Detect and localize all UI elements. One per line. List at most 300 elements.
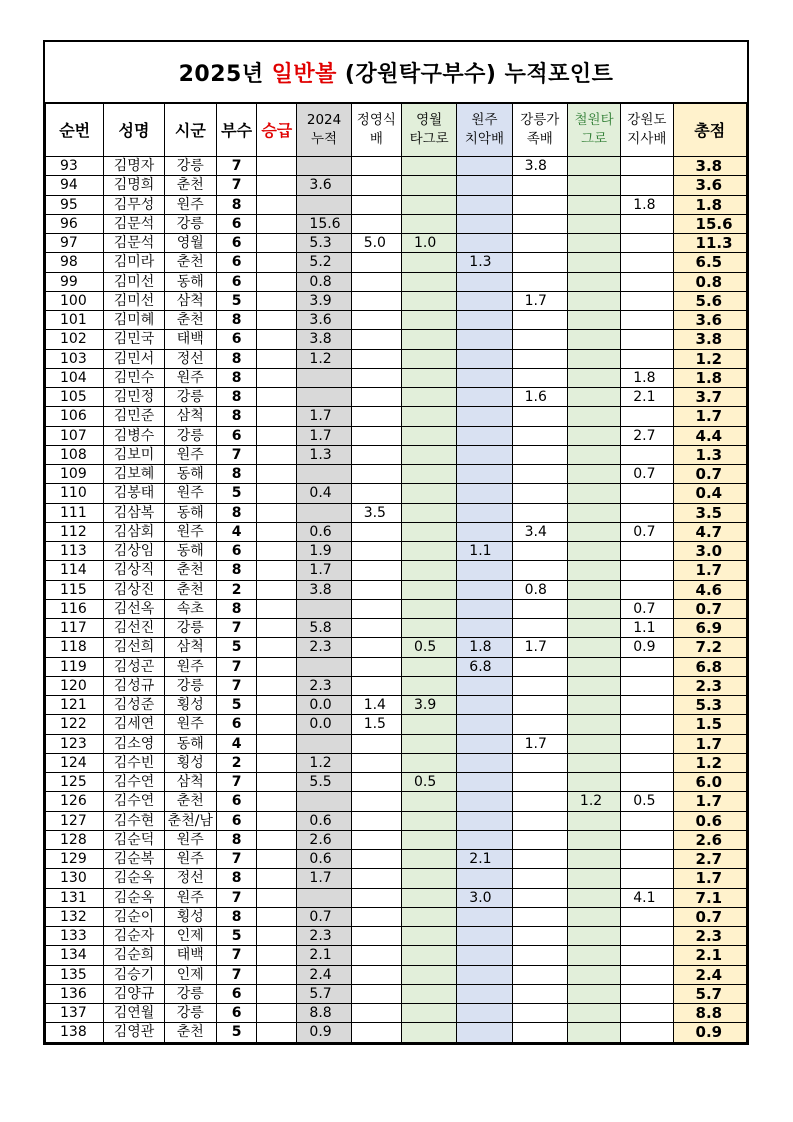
- cell-city: 원주: [164, 888, 216, 907]
- cell-up: [257, 522, 297, 541]
- cell-div: 7: [216, 850, 256, 869]
- cell-city: 태백: [164, 330, 216, 349]
- cell-up: [257, 888, 297, 907]
- cell-yw: [401, 195, 456, 214]
- cell-wj: [457, 965, 512, 984]
- cell-gn: [512, 368, 567, 387]
- cell-gn: [512, 792, 567, 811]
- cell-p24: 5.7: [297, 984, 351, 1003]
- cell-gn: [512, 503, 567, 522]
- cell-p24: 0.9: [297, 1023, 351, 1042]
- cell-p24: 5.3: [297, 234, 351, 253]
- cell-cw: [567, 965, 620, 984]
- cell-div: 8: [216, 311, 256, 330]
- cell-up: [257, 426, 297, 445]
- cell-cw: [567, 657, 620, 676]
- cell-div: 7: [216, 657, 256, 676]
- cell-cw: [567, 157, 620, 176]
- cell-yw: 0.5: [401, 773, 456, 792]
- cell-gd: [621, 542, 673, 561]
- cell-jy: [351, 445, 401, 464]
- cell-wj: [457, 1004, 512, 1023]
- cell-wj: [457, 946, 512, 965]
- cell-cw: [567, 311, 620, 330]
- cell-city: 정선: [164, 869, 216, 888]
- cell-yw: 3.9: [401, 696, 456, 715]
- cell-yw: [401, 349, 456, 368]
- cell-tot: 7.2: [673, 638, 746, 657]
- cell-wj: [457, 984, 512, 1003]
- cell-up: [257, 368, 297, 387]
- cell-jy: [351, 888, 401, 907]
- cell-cw: [567, 619, 620, 638]
- cell-p24: 3.6: [297, 311, 351, 330]
- cell-wj: 1.1: [457, 542, 512, 561]
- cell-gd: 4.1: [621, 888, 673, 907]
- cell-wj: [457, 907, 512, 926]
- cell-no: 106: [46, 407, 104, 426]
- cell-tot: 3.5: [673, 503, 746, 522]
- cell-gn: [512, 176, 567, 195]
- cell-jy: [351, 407, 401, 426]
- cell-cw: [567, 542, 620, 561]
- cell-p24: [297, 503, 351, 522]
- cell-no: 122: [46, 715, 104, 734]
- cell-jy: [351, 753, 401, 772]
- cell-wj: [457, 734, 512, 753]
- cell-city: 춘천: [164, 311, 216, 330]
- cell-yw: [401, 830, 456, 849]
- cell-jy: [351, 214, 401, 233]
- cell-yw: [401, 253, 456, 272]
- table-row: [46, 272, 747, 291]
- cell-wj: [457, 214, 512, 233]
- table-row: [46, 599, 747, 618]
- cell-up: [257, 1023, 297, 1042]
- cell-yw: [401, 561, 456, 580]
- cell-jy: [351, 734, 401, 753]
- cell-jy: [351, 330, 401, 349]
- cell-p24: [297, 888, 351, 907]
- table-row: [46, 792, 747, 811]
- cell-yw: [401, 542, 456, 561]
- cell-city: 춘천: [164, 580, 216, 599]
- cell-cw: [567, 368, 620, 387]
- table-row: [46, 195, 747, 214]
- table-row: [46, 311, 747, 330]
- table-body: [46, 157, 747, 1043]
- cell-gn: [512, 773, 567, 792]
- cell-wj: [457, 811, 512, 830]
- cell-gd: [621, 907, 673, 926]
- cell-up: [257, 734, 297, 753]
- cell-cw: [567, 773, 620, 792]
- cell-city: 원주: [164, 445, 216, 464]
- cell-yw: [401, 792, 456, 811]
- cell-gn: [512, 465, 567, 484]
- cell-tot: 2.3: [673, 927, 746, 946]
- cell-city: 속초: [164, 599, 216, 618]
- cell-no: 97: [46, 234, 104, 253]
- cell-tot: 3.6: [673, 311, 746, 330]
- cell-p24: 0.6: [297, 811, 351, 830]
- cell-wj: [457, 619, 512, 638]
- cell-up: [257, 946, 297, 965]
- cell-wj: [457, 753, 512, 772]
- cell-tot: 4.7: [673, 522, 746, 541]
- cell-tot: 3.7: [673, 388, 746, 407]
- cell-name: 김민수: [104, 368, 164, 387]
- cell-city: 삼척: [164, 773, 216, 792]
- table-row: [46, 465, 747, 484]
- table-row: [46, 811, 747, 830]
- cell-yw: [401, 426, 456, 445]
- cell-tot: 15.6: [673, 214, 746, 233]
- cell-cw: [567, 599, 620, 618]
- cell-p24: [297, 734, 351, 753]
- table-row: [46, 869, 747, 888]
- table-row: [46, 696, 747, 715]
- cell-wj: [457, 773, 512, 792]
- cell-wj: [457, 176, 512, 195]
- cell-name: 김연월: [104, 1004, 164, 1023]
- cell-wj: [457, 715, 512, 734]
- cell-no: 131: [46, 888, 104, 907]
- header-division: 부수: [216, 104, 256, 157]
- cell-gn: [512, 888, 567, 907]
- cell-wj: [457, 465, 512, 484]
- cell-div: 6: [216, 330, 256, 349]
- cell-p24: 8.8: [297, 1004, 351, 1023]
- cell-p24: 1.2: [297, 349, 351, 368]
- cell-div: 6: [216, 234, 256, 253]
- cell-p24: [297, 792, 351, 811]
- table-row: [46, 1023, 747, 1042]
- cell-yw: [401, 734, 456, 753]
- cell-gn: [512, 830, 567, 849]
- cell-city: 횡성: [164, 696, 216, 715]
- cell-gn: [512, 965, 567, 984]
- cell-gd: [621, 927, 673, 946]
- cell-no: 103: [46, 349, 104, 368]
- cell-no: 105: [46, 388, 104, 407]
- cell-tot: 0.7: [673, 599, 746, 618]
- cell-tot: 2.6: [673, 830, 746, 849]
- cell-up: [257, 850, 297, 869]
- cell-name: 김보미: [104, 445, 164, 464]
- cell-jy: [351, 676, 401, 695]
- cell-gn: [512, 349, 567, 368]
- cell-city: 동해: [164, 503, 216, 522]
- cell-name: 김수현: [104, 811, 164, 830]
- header-jeongyeong: 정영식 배: [351, 104, 401, 157]
- cell-gn: [512, 946, 567, 965]
- cell-name: 김성준: [104, 696, 164, 715]
- table-row: [46, 484, 747, 503]
- cell-gd: [621, 176, 673, 195]
- table-row: [46, 907, 747, 926]
- cell-name: 김양규: [104, 984, 164, 1003]
- cell-cw: [567, 984, 620, 1003]
- cell-gn: [512, 542, 567, 561]
- cell-div: 7: [216, 157, 256, 176]
- cell-cw: [567, 734, 620, 753]
- cell-div: 5: [216, 638, 256, 657]
- table-row: [46, 927, 747, 946]
- cell-p24: 2.3: [297, 927, 351, 946]
- cell-gn: [512, 407, 567, 426]
- cell-up: [257, 176, 297, 195]
- title-suffix: (강원탁구부수) 누적포인트: [344, 61, 614, 87]
- table-row: [46, 522, 747, 541]
- cell-gn: 1.6: [512, 388, 567, 407]
- cell-gn: [512, 676, 567, 695]
- cell-wj: [457, 484, 512, 503]
- points-sheet: [43, 40, 749, 1045]
- cell-cw: [567, 195, 620, 214]
- cell-div: 6: [216, 984, 256, 1003]
- cell-no: 109: [46, 465, 104, 484]
- cell-gd: [621, 657, 673, 676]
- cell-gd: [621, 580, 673, 599]
- cell-gn: [512, 984, 567, 1003]
- table-row: [46, 984, 747, 1003]
- cell-jy: [351, 599, 401, 618]
- cell-no: 117: [46, 619, 104, 638]
- cell-city: 강릉: [164, 388, 216, 407]
- cell-jy: [351, 195, 401, 214]
- cell-p24: 1.3: [297, 445, 351, 464]
- cell-cw: [567, 1023, 620, 1042]
- cell-div: 7: [216, 176, 256, 195]
- cell-p24: 0.6: [297, 522, 351, 541]
- cell-tot: 1.7: [673, 792, 746, 811]
- cell-name: 김선진: [104, 619, 164, 638]
- cell-no: 138: [46, 1023, 104, 1042]
- cell-up: [257, 272, 297, 291]
- cell-jy: [351, 388, 401, 407]
- cell-wj: [457, 311, 512, 330]
- cell-name: 김영관: [104, 1023, 164, 1042]
- cell-gn: 1.7: [512, 734, 567, 753]
- cell-p24: 0.6: [297, 850, 351, 869]
- cell-gd: 0.5: [621, 792, 673, 811]
- cell-p24: [297, 157, 351, 176]
- cell-gd: [621, 850, 673, 869]
- cell-name: 김소영: [104, 734, 164, 753]
- cell-cw: [567, 715, 620, 734]
- cell-city: 강릉: [164, 214, 216, 233]
- cell-gn: [512, 715, 567, 734]
- cell-tot: 7.1: [673, 888, 746, 907]
- cell-wj: [457, 830, 512, 849]
- cell-up: [257, 773, 297, 792]
- cell-div: 7: [216, 888, 256, 907]
- cell-cw: [567, 580, 620, 599]
- cell-up: [257, 1004, 297, 1023]
- cell-yw: [401, 291, 456, 310]
- cell-no: 115: [46, 580, 104, 599]
- table-row: [46, 850, 747, 869]
- cell-wj: [457, 676, 512, 695]
- cell-tot: 6.5: [673, 253, 746, 272]
- cell-jy: [351, 657, 401, 676]
- cell-up: [257, 696, 297, 715]
- cell-div: 8: [216, 349, 256, 368]
- cell-no: 126: [46, 792, 104, 811]
- cell-name: 김선옥: [104, 599, 164, 618]
- cell-gd: [621, 696, 673, 715]
- cell-jy: [351, 619, 401, 638]
- cell-wj: [457, 522, 512, 541]
- cell-city: 인제: [164, 927, 216, 946]
- cell-yw: [401, 753, 456, 772]
- cell-city: 춘천: [164, 176, 216, 195]
- cell-yw: [401, 888, 456, 907]
- cell-div: 7: [216, 946, 256, 965]
- cell-yw: [401, 676, 456, 695]
- cell-yw: [401, 850, 456, 869]
- cell-gn: [512, 234, 567, 253]
- cell-p24: 3.6: [297, 176, 351, 195]
- cell-p24: [297, 195, 351, 214]
- cell-gd: [621, 445, 673, 464]
- cell-wj: [457, 445, 512, 464]
- cell-name: 김삼회: [104, 522, 164, 541]
- cell-name: 김성규: [104, 676, 164, 695]
- cell-no: 128: [46, 830, 104, 849]
- cell-wj: [457, 561, 512, 580]
- cell-div: 6: [216, 253, 256, 272]
- cell-tot: 6.9: [673, 619, 746, 638]
- cell-wj: [457, 1023, 512, 1042]
- header-cheorwon: 철원타 그로: [567, 104, 620, 157]
- cell-city: 춘천: [164, 253, 216, 272]
- cell-div: 6: [216, 426, 256, 445]
- cell-name: 김미선: [104, 291, 164, 310]
- cell-yw: [401, 176, 456, 195]
- cell-no: 134: [46, 946, 104, 965]
- cell-city: 원주: [164, 484, 216, 503]
- cell-p24: 2.3: [297, 638, 351, 657]
- cell-div: 4: [216, 734, 256, 753]
- cell-gd: [621, 157, 673, 176]
- cell-p24: 3.9: [297, 291, 351, 310]
- cell-yw: [401, 927, 456, 946]
- cell-cw: [567, 234, 620, 253]
- cell-city: 원주: [164, 715, 216, 734]
- cell-gn: 0.8: [512, 580, 567, 599]
- cell-jy: [351, 157, 401, 176]
- table-row: [46, 388, 747, 407]
- cell-up: [257, 157, 297, 176]
- cell-city: 원주: [164, 368, 216, 387]
- cell-no: 121: [46, 696, 104, 715]
- cell-up: [257, 234, 297, 253]
- cell-wj: [457, 426, 512, 445]
- cell-cw: [567, 830, 620, 849]
- cell-city: 동해: [164, 272, 216, 291]
- cell-city: 삼척: [164, 291, 216, 310]
- cell-p24: 0.0: [297, 715, 351, 734]
- cell-gd: 1.8: [621, 368, 673, 387]
- cell-gn: [512, 850, 567, 869]
- cell-yw: [401, 522, 456, 541]
- cell-gn: [512, 484, 567, 503]
- cell-tot: 1.5: [673, 715, 746, 734]
- cell-up: [257, 965, 297, 984]
- cell-div: 8: [216, 368, 256, 387]
- cell-p24: 1.7: [297, 407, 351, 426]
- cell-tot: 0.7: [673, 465, 746, 484]
- cell-up: [257, 291, 297, 310]
- cell-gn: [512, 311, 567, 330]
- cell-name: 김미선: [104, 272, 164, 291]
- cell-cw: [567, 407, 620, 426]
- cell-gn: [512, 561, 567, 580]
- cell-no: 135: [46, 965, 104, 984]
- cell-tot: 1.7: [673, 407, 746, 426]
- cell-name: 김수연: [104, 792, 164, 811]
- cell-city: 춘천/남: [164, 811, 216, 830]
- cell-yw: [401, 445, 456, 464]
- cell-p24: 1.9: [297, 542, 351, 561]
- cell-up: [257, 503, 297, 522]
- cell-div: 5: [216, 291, 256, 310]
- cell-no: 125: [46, 773, 104, 792]
- table-row: [46, 214, 747, 233]
- cell-no: 114: [46, 561, 104, 580]
- cell-up: [257, 388, 297, 407]
- cell-up: [257, 753, 297, 772]
- cell-gd: [621, 734, 673, 753]
- cell-city: 강릉: [164, 676, 216, 695]
- cell-gd: 1.8: [621, 195, 673, 214]
- cell-no: 116: [46, 599, 104, 618]
- cell-jy: [351, 522, 401, 541]
- cell-jy: [351, 811, 401, 830]
- cell-up: [257, 792, 297, 811]
- cell-gd: [621, 407, 673, 426]
- table-row: [46, 638, 747, 657]
- cell-up: [257, 580, 297, 599]
- cell-no: 136: [46, 984, 104, 1003]
- cell-p24: 3.8: [297, 580, 351, 599]
- cell-name: 김순희: [104, 946, 164, 965]
- cell-yw: [401, 965, 456, 984]
- cell-gn: [512, 426, 567, 445]
- cell-tot: 0.8: [673, 272, 746, 291]
- table-row: [46, 1004, 747, 1023]
- cell-wj: [457, 195, 512, 214]
- cell-name: 김미혜: [104, 311, 164, 330]
- cell-city: 강릉: [164, 157, 216, 176]
- table-row: [46, 368, 747, 387]
- table-row: [46, 580, 747, 599]
- table-row: [46, 773, 747, 792]
- cell-gd: [621, 234, 673, 253]
- cell-div: 6: [216, 1004, 256, 1023]
- cell-div: 7: [216, 965, 256, 984]
- cell-up: [257, 599, 297, 618]
- cell-gd: [621, 291, 673, 310]
- cell-city: 원주: [164, 657, 216, 676]
- cell-jy: 5.0: [351, 234, 401, 253]
- cell-tot: 1.2: [673, 349, 746, 368]
- cell-jy: [351, 965, 401, 984]
- cell-cw: [567, 522, 620, 541]
- cell-div: 8: [216, 503, 256, 522]
